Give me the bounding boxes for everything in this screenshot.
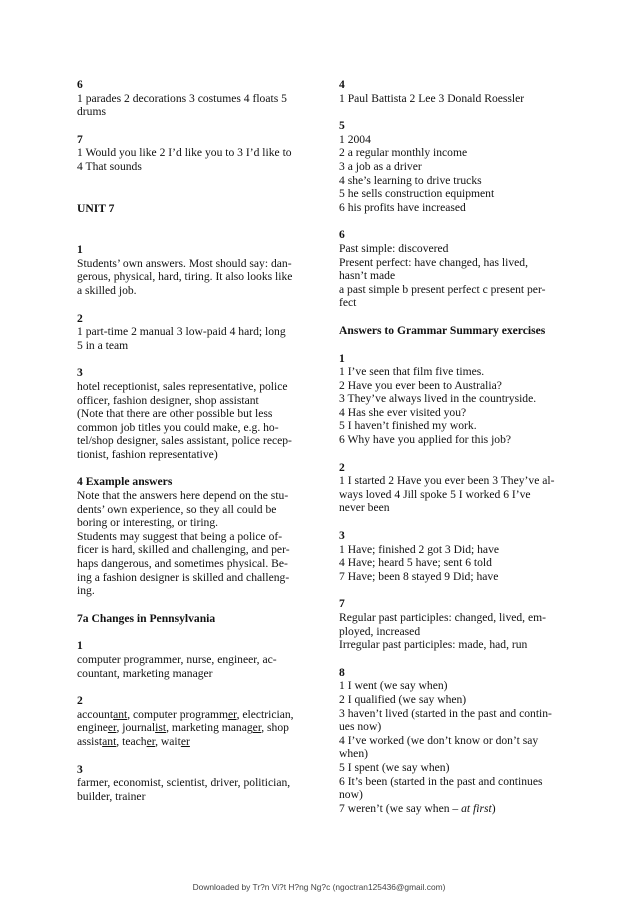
answer-line: 4 That sounds	[77, 159, 142, 173]
answer-line: 4 Have; heard 5 have; sent 6 told	[339, 556, 492, 570]
answer-line	[77, 721, 303, 735]
underlined-stress: er	[228, 707, 237, 721]
answer-line: fect	[339, 296, 357, 310]
exercise-5	[339, 119, 565, 214]
answer-line: a skilled job.	[77, 283, 137, 297]
exercise-4	[339, 78, 565, 105]
grammar-exercise-2	[339, 461, 565, 515]
7a-exercise-2	[77, 694, 303, 748]
text-segment: , wait	[155, 734, 181, 748]
section-heading: 4 Example answers	[77, 475, 173, 489]
answer-line: 3 haven’t lived (started in the past and contin-	[339, 706, 552, 720]
answer-line: 2 I qualified (we say when)	[339, 692, 467, 706]
answer-line: never been	[339, 501, 390, 515]
answer-line: tionist, fashion representative)	[77, 447, 218, 461]
text-segment: , electrician,	[236, 707, 294, 721]
answer-line: 4 Has she ever visited you?	[339, 405, 467, 419]
text-segment: 7 weren’t (we say when –	[339, 801, 462, 815]
text-segment: assist	[77, 734, 103, 748]
answer-line: ing a fashion designer is skilled and challeng-	[77, 570, 290, 584]
text-segment: , marketing manag	[166, 721, 253, 735]
answer-line: officer, fashion designer, shop assistant	[77, 393, 259, 407]
section-heading: 3	[77, 366, 83, 380]
answer-line: 3 They’ve always lived in the countryside.	[339, 392, 537, 406]
answer-line: countant, marketing manager	[77, 666, 213, 680]
section-heading: 6	[77, 78, 83, 91]
answer-line: Regular past participles: changed, lived, em-	[339, 611, 547, 624]
answer-line: Note that the answers here depend on the stu-	[77, 489, 289, 503]
grammar-exercise-8	[339, 666, 565, 816]
answer-line: 4 she’s learning to drive trucks	[339, 173, 482, 187]
answer-line: ployed, increased	[339, 624, 421, 638]
section-heading: 1	[77, 639, 83, 653]
answer-line: 6 his profits have increased	[339, 200, 466, 214]
grammar-exercise-3	[339, 529, 565, 583]
section-6	[77, 78, 303, 119]
grammar-summary-title-block	[339, 324, 565, 338]
text-segment: , shop	[261, 721, 289, 735]
answer-line: ing.	[77, 584, 95, 598]
section-title: 7a Changes in Pennsylvania	[77, 611, 216, 625]
section-7a-title-block	[77, 612, 303, 626]
answer-line: hotel receptionist, sales representative, police	[77, 379, 288, 393]
section-heading: 7	[77, 132, 83, 146]
unit7-exercise-4	[77, 475, 303, 597]
section-heading: 2	[77, 694, 83, 708]
grammar-exercise-7	[339, 597, 565, 651]
underlined-stress: ant	[113, 707, 128, 721]
answer-line: 1 Paul Battista 2 Lee 3 Donald Roessler	[339, 91, 525, 105]
answer-line: 3 a job as a driver	[339, 159, 422, 173]
section-heading: 3	[339, 529, 345, 543]
answer-line: 4 I’ve worked (we don’t know or don’t say	[339, 733, 539, 747]
answer-line: 1 part-time 2 manual 3 low-paid 4 hard; long	[77, 325, 286, 339]
answer-line: 1 2004	[339, 132, 371, 146]
answer-line: (Note that there are other possible but less	[77, 407, 273, 421]
answer-line: 2 Have you ever been to Australia?	[339, 378, 502, 392]
answer-line: 1 I started 2 Have you ever been 3 They’ve al-	[339, 474, 555, 488]
answer-line: computer programmer, nurse, engineer, ac-	[77, 653, 277, 666]
underlined-stress: er	[146, 734, 156, 748]
answer-line: 7 Have; been 8 stayed 9 Did; have	[339, 569, 499, 583]
answer-line: 5 I haven’t finished my work.	[339, 419, 477, 433]
answer-line: Present perfect: have changed, has lived,	[339, 255, 528, 269]
answer-line: gerous, physical, hard, tiring. It also looks like	[77, 270, 293, 284]
answer-line: 6 It’s been (started in the past and continues	[339, 774, 543, 788]
section-heading: 1	[77, 243, 83, 257]
underlined-stress: er	[180, 734, 190, 748]
answer-line: 5 he sells construction equipment	[339, 187, 495, 201]
left-column	[77, 78, 303, 817]
answer-line: 5 in a team	[77, 338, 129, 352]
answer-line: now)	[339, 788, 363, 802]
text-segment: account	[77, 707, 114, 721]
unit7-exercise-3	[77, 366, 303, 461]
answer-line: haps dangerous, and sometimes physical. Be-	[77, 557, 288, 571]
italic-phrase: at first	[461, 801, 492, 815]
section-heading: 2	[339, 460, 345, 474]
section-heading: 3	[77, 762, 83, 776]
answer-line: boring or interesting, or tiring.	[77, 516, 219, 530]
answer-line: hasn’t made	[339, 269, 396, 283]
text-segment: , teach	[116, 734, 147, 748]
answer-line: ues now)	[339, 720, 382, 734]
section-heading: 8	[339, 665, 345, 679]
answer-line: ficer is hard, skilled and challenging, and per-	[77, 543, 290, 557]
section-heading: 1	[339, 351, 345, 365]
7a-exercise-1	[77, 639, 303, 680]
underlined-stress: er	[107, 721, 117, 735]
exercise-6	[339, 228, 565, 310]
answer-line: 2 a regular monthly income	[339, 146, 468, 160]
unit7-exercise-2	[77, 312, 303, 353]
answer-line: 1 parades 2 decorations 3 costumes 4 floats 5	[77, 91, 287, 105]
answer-line: 1 Have; finished 2 got 3 Did; have	[339, 542, 500, 556]
7a-exercise-3	[77, 763, 303, 804]
section-7	[77, 133, 303, 174]
right-column	[339, 78, 565, 829]
text-segment: , journal	[116, 721, 156, 735]
section-heading: 2	[77, 311, 83, 325]
section-heading: 6	[339, 228, 345, 242]
answer-line: builder, trainer	[77, 789, 146, 803]
answer-line: a past simple b present perfect c present per-	[339, 282, 546, 296]
answer-line: Students’ own answers. Most should say: dan-	[77, 256, 292, 270]
section-heading: 5	[339, 119, 345, 133]
answer-line: 1 Would you like 2 I’d like you to 3 I’d like to	[77, 146, 292, 160]
answer-line: dents’ own experience, so they all could be	[77, 502, 277, 516]
answer-line: 1 I’ve seen that film five times.	[339, 365, 485, 379]
answer-line: 6 Why have you applied for this job?	[339, 433, 512, 447]
answer-line: 1 I went (we say when)	[339, 679, 448, 693]
underlined-stress: ist	[155, 721, 167, 735]
grammar-exercise-1	[339, 352, 565, 447]
underlined-stress: ant	[102, 734, 117, 748]
underlined-stress: er	[252, 721, 262, 735]
answer-line: Past simple: discovered	[339, 241, 449, 255]
answer-line	[77, 735, 303, 749]
unit7-exercise-1	[77, 243, 303, 297]
section-heading: 4	[339, 78, 345, 91]
text-segment: )	[491, 801, 496, 815]
answer-line: 5 I spent (we say when)	[339, 760, 450, 774]
answer-line: Irregular past participles: made, had, run	[339, 638, 528, 652]
answer-line: tel/shop designer, sales assistant, police recep-	[77, 434, 292, 448]
text-segment: , computer programm	[127, 707, 229, 721]
unit-title: UNIT 7	[77, 201, 115, 215]
answer-line: Students may suggest that being a police of-	[77, 529, 283, 543]
answer-line: ways loved 4 Jill spoke 5 I worked 6 I’ve	[339, 487, 531, 501]
section-heading: 7	[339, 597, 345, 611]
answer-line	[339, 802, 565, 816]
section-title: Answers to Grammar Summary exercises	[339, 323, 546, 337]
answer-line: drums	[77, 105, 106, 119]
download-footer: Downloaded by Tr?n Vi?t H?ng Ng?c (ngoctran125436@gmail.com)	[192, 882, 446, 892]
text-segment: engine	[77, 721, 108, 735]
answer-line: when)	[339, 747, 368, 761]
answer-line: common job titles you could make, e.g. ho-	[77, 420, 279, 434]
answer-line	[77, 708, 303, 722]
answer-line: farmer, economist, scientist, driver, politician,	[77, 776, 291, 790]
unit-title-block	[77, 202, 303, 216]
